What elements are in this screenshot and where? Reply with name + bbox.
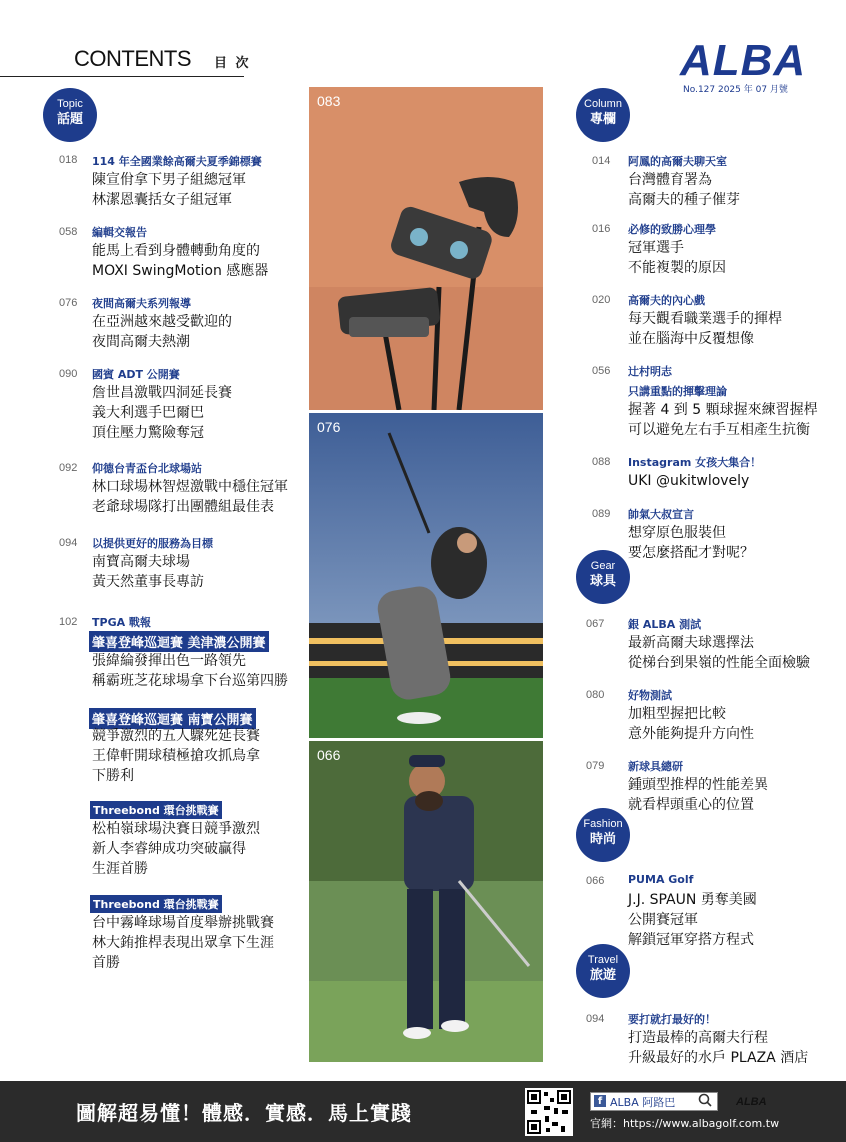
contents-title: CONTENTS [74, 46, 191, 71]
toc-title-line[interactable]: 可以避免左右手互相產生抗衡 [628, 422, 810, 438]
toc-kicker[interactable]: 好物測試 [628, 689, 672, 702]
toc-title-line[interactable]: 握著 4 到 5 顆球握來練習握桿 [628, 402, 818, 418]
facebook-icon: f [594, 1095, 606, 1107]
toc-kicker[interactable]: Instagram 女孩大集合！ [628, 456, 762, 469]
toc-title-line[interactable]: 最新高爾夫球選擇法 [628, 635, 754, 651]
page-number: 089 [592, 508, 611, 520]
toc-kicker[interactable]: 高爾夫的內心戲 [628, 294, 705, 307]
badge-en: Gear [590, 560, 616, 572]
toc-title-line[interactable]: 頂住壓力驚險奪冠 [92, 425, 204, 441]
toc-title-line[interactable]: 競爭激烈的五人驟死延長賽 [92, 728, 260, 744]
toc-title-line[interactable]: 公開賽冠軍 [628, 912, 698, 928]
photo-page-number: 076 [317, 419, 341, 435]
toc-title-line[interactable]: 下勝利 [92, 768, 134, 784]
page-number: 014 [592, 155, 611, 167]
toc-title-line[interactable]: 生涯首勝 [92, 861, 148, 877]
alba-logo: ALBA [680, 36, 807, 85]
toc-title-line[interactable]: UKI @ukitwlovely [628, 473, 750, 489]
toc-title-line[interactable]: 南寶高爾夫球場 [92, 554, 190, 570]
badge-zh: 專欄 [589, 112, 616, 127]
toc-title-line[interactable]: 就看桿頭重心的位置 [628, 797, 754, 813]
toc-title-line[interactable]: 並在腦海中反覆想像 [628, 331, 754, 347]
toc-title-line[interactable]: 林口球場林智煜激戰中穩住冠軍 [92, 479, 288, 495]
toc-kicker[interactable]: 銀 ALBA 測試 [628, 618, 702, 631]
column-badge [576, 88, 630, 142]
toc-sub-kicker[interactable]: Threebond 環台挑戰賽 [90, 895, 222, 913]
toc-title-line[interactable]: J.J. SPAUN 勇奪美國 [628, 892, 757, 908]
toc-title-line[interactable]: 要怎麼搭配才對呢？ [628, 545, 754, 561]
toc-kicker-secondary[interactable]: 只講重點的揮擊理論 [628, 385, 727, 398]
night-golf-illustration [309, 413, 543, 738]
toc-kicker[interactable]: 要打就打最好的！ [628, 1013, 716, 1026]
toc-title-line[interactable]: 台中霧峰球場首度舉辦挑戰賽 [92, 915, 274, 931]
page-number: 090 [59, 368, 78, 380]
toc-kicker[interactable]: 114 年全國業餘高爾夫夏季錦標賽 [92, 155, 262, 168]
toc-kicker[interactable]: 新球具總研 [628, 760, 683, 773]
toc-title-line[interactable]: 首勝 [92, 955, 120, 971]
toc-title-line[interactable]: 解鎖冠軍穿搭方程式 [628, 932, 754, 948]
topic-badge [43, 88, 97, 142]
toc-title-line[interactable]: 鍾頭型推桿的性能差異 [628, 777, 768, 793]
photo-page-number: 066 [317, 747, 341, 763]
toc-title-line[interactable]: 老爺球場隊打出團體組最佳表 [92, 499, 274, 515]
contents-zh-title: 目 次 [214, 56, 251, 71]
badge-en: Fashion [583, 818, 623, 830]
toc-kicker[interactable]: 國賓 ADT 公開賽 [92, 368, 180, 381]
toc-title-line[interactable]: 每天觀看職業選手的揮桿 [628, 311, 782, 327]
toc-title-line[interactable]: 詹世昌激戰四洞延長賽 [92, 385, 232, 401]
issue-info: No.127 2025 年 07 月號 [683, 85, 788, 95]
page-number: 058 [59, 226, 78, 238]
qr-pattern [525, 1088, 573, 1136]
gear-badge [576, 550, 630, 604]
fashion-badge [576, 808, 630, 862]
toc-title-line[interactable]: 松柏嶺球場決賽日競爭激烈 [92, 821, 260, 837]
toc-title-line[interactable]: 在亞洲越來越受歡迎的 [92, 314, 232, 330]
golfer-illustration [309, 741, 543, 1062]
footer-alba-logo: ALBA [736, 1096, 767, 1108]
toc-title-line[interactable]: 從梯台到果嶺的性能全面檢驗 [628, 655, 810, 671]
page-number: 018 [59, 154, 78, 166]
badge-zh: 話題 [56, 112, 83, 127]
photo-page-number: 083 [317, 93, 341, 109]
page-number: 020 [592, 294, 611, 306]
toc-kicker[interactable]: 帥氣大叔宣言 [628, 508, 694, 521]
badge-en: Travel [587, 954, 619, 966]
page-number: 094 [59, 537, 78, 549]
toc-title-line[interactable]: 夜間高爾夫熱潮 [92, 334, 190, 350]
badge-zh: 時尚 [589, 832, 616, 847]
toc-kicker[interactable]: 以提供更好的服務為目標 [92, 537, 213, 550]
page-number: 076 [59, 297, 78, 309]
qr-code[interactable] [525, 1088, 573, 1136]
toc-title-line[interactable]: 加粗型握把比較 [628, 706, 726, 722]
toc-title-line[interactable]: 能馬上看到身體轉動角度的 [92, 243, 260, 259]
toc-title-line[interactable]: MOXI SwingMotion 感應器 [92, 263, 269, 279]
travel-badge [576, 944, 630, 998]
toc-kicker[interactable]: 辻村明志 [628, 365, 672, 378]
toc-title-line[interactable]: 黃天然董事長專訪 [92, 574, 204, 590]
toc-kicker[interactable]: 仰德台青盃台北球場站 [92, 462, 202, 475]
toc-kicker[interactable]: 夜間高爾夫系列報導 [92, 297, 191, 310]
toc-sub-kicker[interactable]: 肇喜登峰巡迴賽 南寶公開賽 [89, 708, 256, 729]
night-golf-photo[interactable] [309, 413, 543, 738]
toc-title-line[interactable]: 林潔恩囊括女子組冠軍 [92, 192, 232, 208]
page-number: 094 [586, 1013, 605, 1025]
putter-photo[interactable] [309, 87, 543, 410]
search-icon[interactable] [698, 1093, 712, 1110]
toc-title-line[interactable]: 台灣體育署為 [628, 172, 712, 188]
page-number: 088 [592, 456, 611, 468]
toc-title-line[interactable]: 稱霸班芝花球場拿下台巡第四勝 [92, 673, 288, 689]
page-number: 102 [59, 616, 78, 628]
facebook-page-name[interactable]: ALBA 阿路巴 [610, 1096, 676, 1109]
toc-title-line[interactable]: 升級最好的水戶 PLAZA 酒店 [628, 1050, 809, 1066]
toc-title-line[interactable]: 高爾夫的種子催芽 [628, 192, 740, 208]
golfer-photo[interactable] [309, 741, 543, 1062]
page-number: 080 [586, 689, 605, 701]
toc-title-line[interactable]: 張緯綸發揮出色一路領先 [92, 653, 246, 669]
toc-title-line[interactable]: 意外能夠提升方向性 [628, 726, 754, 742]
toc-sub-kicker[interactable]: 肇喜登峰巡迴賽 美津濃公開賽 [89, 631, 269, 652]
toc-kicker[interactable]: 編輯交報告 [92, 226, 147, 239]
badge-en: Column [584, 98, 622, 110]
putter-illustration [309, 87, 543, 410]
toc-title-line[interactable]: 林大銪推桿表現出眾拿下生涯 [92, 935, 274, 951]
toc-sub-kicker[interactable]: Threebond 環台挑戰賽 [90, 801, 222, 819]
page-number: 092 [59, 462, 78, 474]
toc-title-line[interactable]: 新人李睿紳成功突破贏得 [92, 841, 246, 857]
badge-zh: 旅遊 [589, 968, 616, 983]
header-divider [0, 76, 244, 77]
toc-kicker[interactable]: TPGA 戰報 [92, 616, 151, 629]
badge-zh: 球具 [589, 574, 616, 589]
website-link[interactable]: 官網：https://www.albagolf.com.tw [590, 1117, 780, 1130]
toc-title-line[interactable]: 王偉軒開球積極搶攻抓鳥拿 [92, 748, 260, 764]
page-number: 016 [592, 223, 611, 235]
toc-kicker[interactable]: 必修的致勝心理學 [628, 223, 716, 236]
search-icon-glyph [698, 1093, 712, 1107]
page-number: 079 [586, 760, 605, 772]
toc-title-line[interactable]: 陳宣佾拿下男子組總冠軍 [92, 172, 246, 188]
toc-kicker[interactable]: 阿鳳的高爾夫聊天室 [628, 155, 727, 168]
toc-title-line[interactable]: 冠軍選手 [628, 240, 684, 256]
toc-title-line[interactable]: 想穿原色服裝但 [628, 525, 726, 541]
toc-title-line[interactable]: 義大利選手巴爾巴 [92, 405, 204, 421]
footer-slogan: 圖解超易懂！體感．實感．馬上實踐 [76, 1101, 412, 1125]
toc-title-line[interactable]: 打造最棒的高爾夫行程 [628, 1030, 768, 1046]
toc-title-line[interactable]: 不能複製的原因 [628, 260, 726, 276]
badge-en: Topic [57, 98, 83, 110]
page-number: 066 [586, 875, 605, 887]
toc-kicker[interactable]: PUMA Golf [628, 873, 694, 886]
page-number: 056 [592, 365, 611, 377]
page-number: 067 [586, 618, 605, 630]
